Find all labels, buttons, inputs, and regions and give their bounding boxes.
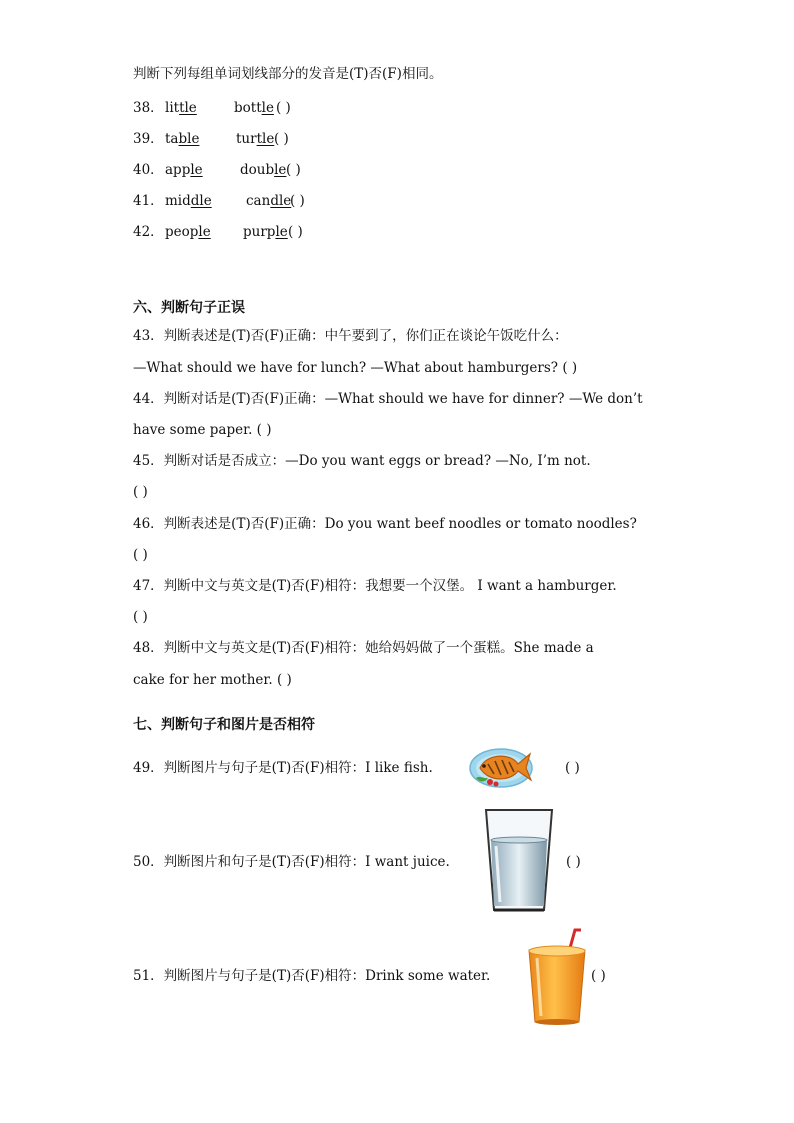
word-1: middle [165, 193, 212, 209]
word-1: apple [165, 162, 203, 178]
word-2: purple [243, 224, 288, 240]
q44-line1: 44．判断对话是(T)否(F)正确：—What should we have for dinner? —We don’t [133, 391, 643, 407]
answer-blank[interactable]: ( ) [274, 131, 289, 147]
q50-text: 50．判断图片和句子是(T)否(F)相符：I want juice. [133, 854, 450, 870]
q46-line2: ( ) [133, 547, 148, 563]
section-7-heading: 七、判断句子和图片是否相符 [133, 717, 315, 733]
answer-blank[interactable]: ( ) [276, 100, 291, 116]
word-2: double [240, 162, 287, 178]
glass-of-water-image [482, 806, 556, 916]
question-number: 39． [133, 131, 164, 147]
q47-line2: ( ) [133, 609, 148, 625]
question-number: 41． [133, 193, 164, 209]
q44-line2: have some paper. ( ) [133, 422, 272, 438]
answer-blank[interactable]: ( ) [288, 224, 303, 240]
q49-text: 49．判断图片与句子是(T)否(F)相符：I like fish. [133, 760, 433, 776]
q48-line2: cake for her mother. ( ) [133, 672, 292, 688]
word-1: little [165, 100, 197, 116]
q43-line2: —What should we have for lunch? —What about hamburgers? ( ) [133, 360, 578, 376]
answer-blank[interactable]: ( ) [286, 162, 301, 178]
q48-line1: 48．判断中文与英文是(T)否(F)相符：她给妈妈做了一个蛋糕。She made a [133, 640, 594, 656]
word-1: people [165, 224, 211, 240]
q45-line1: 45．判断对话是否成立：—Do you want eggs or bread? —No, I’m not. [133, 453, 591, 469]
q51-answer-blank[interactable]: ( ) [591, 968, 606, 984]
word-1: table [165, 131, 200, 147]
question-number: 42． [133, 224, 164, 240]
question-number: 38． [133, 100, 164, 116]
phonics-instruction: 判断下列每组单词划线部分的发音是(T)否(F)相同。 [133, 66, 443, 82]
word-2: turtle [236, 131, 275, 147]
word-2: candle [246, 193, 292, 209]
word-2: bottle [234, 100, 274, 116]
q51-text: 51．判断图片与句子是(T)否(F)相符：Drink some water. [133, 968, 491, 984]
q46-line1: 46．判断表述是(T)否(F)正确：Do you want beef noodles or tomato noodles? [133, 516, 637, 532]
q43-line1: 43．判断表述是(T)否(F)正确：中午要到了，你们正在谈论午饭吃什么： [133, 328, 568, 344]
question-number: 40． [133, 162, 164, 178]
fried-fish-plate-image [468, 738, 534, 790]
q45-line2: ( ) [133, 484, 148, 500]
section-6-heading: 六、判断句子正误 [133, 300, 245, 316]
q50-answer-blank[interactable]: ( ) [566, 854, 581, 870]
glass-of-orange-juice-image [525, 926, 591, 1026]
q49-answer-blank[interactable]: ( ) [565, 760, 580, 776]
q47-line1: 47．判断中文与英文是(T)否(F)相符：我想要一个汉堡。 I want a hamburger. [133, 578, 617, 594]
answer-blank[interactable]: ( ) [290, 193, 305, 209]
